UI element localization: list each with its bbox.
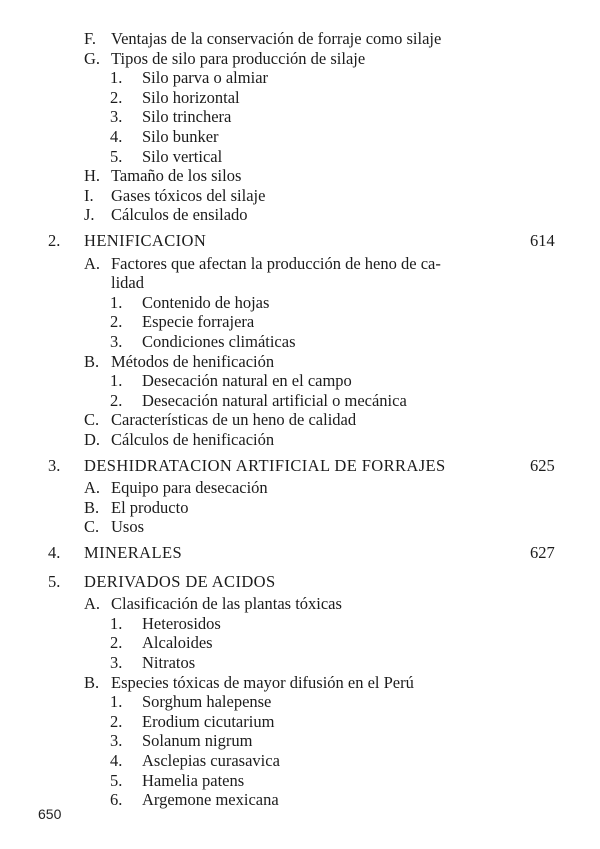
subsection-letter: A.: [84, 478, 101, 498]
subsection-letter: I.: [84, 185, 94, 205]
subsection-title: Clasificación de las plantas tóxicas: [111, 594, 342, 614]
subitem-number: 5.: [110, 770, 123, 790]
subitem-title: Condiciones climáticas: [142, 332, 296, 351]
subitem-number: 3.: [110, 731, 123, 751]
section-title: MINERALES: [84, 543, 183, 562]
subsection-letter: B.: [84, 672, 100, 692]
subitem-number: 3.: [110, 653, 123, 672]
subsection-title: Métodos de henificación: [111, 351, 275, 371]
subitem-number: 2.: [110, 312, 123, 332]
subitem-title: Erodium cicutarium: [142, 711, 275, 731]
section-title: HENIFICACION: [84, 231, 207, 250]
subitem-title: Silo trinchera: [142, 107, 232, 127]
subsection-title: Cálculos de henificación: [111, 430, 275, 449]
subitem-title: Solanum nigrum: [142, 731, 253, 751]
section-page: 614: [530, 231, 555, 250]
subsection-letter: C.: [84, 517, 100, 537]
subsection-letter: A.: [84, 594, 101, 614]
subitem-number: 2.: [110, 633, 123, 653]
subitem-number: 1.: [110, 371, 123, 391]
subitem-title: Especie forrajera: [142, 312, 255, 332]
subsection-letter: B.: [84, 497, 100, 517]
subsection-letter: D.: [84, 430, 101, 449]
subsection-title: Equipo para desecación: [111, 478, 268, 498]
subitem-title: Nitratos: [142, 653, 196, 672]
subitem-title: Asclepias curasavica: [142, 751, 280, 770]
subsection-letter: F.: [84, 29, 96, 48]
subitem-title: Silo bunker: [142, 127, 219, 146]
subitem-number: 1.: [110, 692, 123, 712]
subitem-title: Silo vertical: [142, 146, 223, 166]
subitem-number: 3.: [110, 107, 123, 127]
subsection-letter: J.: [84, 205, 95, 225]
subitem-number: 3.: [110, 332, 123, 351]
subitem-title: Silo horizontal: [142, 87, 240, 107]
section-number: 4.: [48, 543, 61, 562]
subitem-title: Argemone mexicana: [142, 790, 279, 810]
section-number: 3.: [48, 455, 61, 475]
subitem-number: 5.: [110, 146, 123, 166]
subsection-letter: H.: [84, 166, 101, 186]
subitem-title: Contenido de hojas: [142, 292, 270, 312]
subitem-number: 1.: [110, 68, 123, 88]
subitem-number: 1.: [110, 613, 123, 633]
section-title: DESHIDRATACION ARTIFICIAL DE FORRAJES: [84, 455, 446, 475]
page-number: 650: [38, 806, 62, 822]
subitem-number: 1.: [110, 292, 123, 312]
section-page: 625: [530, 455, 555, 475]
subitem-title: Sorghum halepense: [142, 692, 272, 712]
subitem-title: Heterosidos: [142, 613, 221, 633]
section-number: 2.: [48, 231, 61, 250]
subitem-number: 2.: [110, 711, 123, 731]
subsection-letter: G.: [84, 48, 101, 68]
subitem-title: Silo parva o almiar: [142, 68, 269, 88]
subsection-title: Cálculos de ensilado: [111, 205, 248, 225]
section-page: 627: [530, 543, 555, 562]
subsection-title: Características de un heno de calidad: [111, 410, 357, 430]
subitem-title: Alcaloides: [142, 633, 213, 653]
subsection-letter: A.: [84, 253, 101, 273]
continuation-text: lidad: [111, 273, 144, 293]
subitem-title: Desecación natural en el campo: [142, 371, 352, 391]
subitem-title: Desecación natural artificial o mecánica: [142, 390, 407, 410]
subitem-number: 6.: [110, 790, 123, 810]
subsection-title: Gases tóxicos del silaje: [111, 185, 266, 205]
section-number: 5.: [48, 571, 61, 591]
subsection-letter: C.: [84, 410, 100, 430]
subitem-number: 4.: [110, 127, 123, 146]
subsection-title: Ventajas de la conservación de forraje como silaje: [111, 29, 442, 48]
subsection-title: Especies tóxicas de mayor difusión en el Perú: [111, 672, 414, 692]
subsection-title: El producto: [111, 497, 189, 517]
subsection-title: Factores que afectan la producción de heno de ca-: [111, 253, 441, 273]
subitem-number: 2.: [110, 87, 123, 107]
subsection-title: Tamaño de los silos: [111, 166, 242, 186]
subsection-letter: B.: [84, 351, 100, 371]
subitem-title: Hamelia patens: [142, 770, 245, 790]
subsection-title: Tipos de silo para producción de silaje: [111, 48, 366, 68]
subitem-number: 2.: [110, 390, 123, 410]
subsection-title: Usos: [111, 517, 145, 537]
subitem-number: 4.: [110, 751, 123, 770]
section-title: DERIVADOS DE ACIDOS: [84, 571, 276, 591]
